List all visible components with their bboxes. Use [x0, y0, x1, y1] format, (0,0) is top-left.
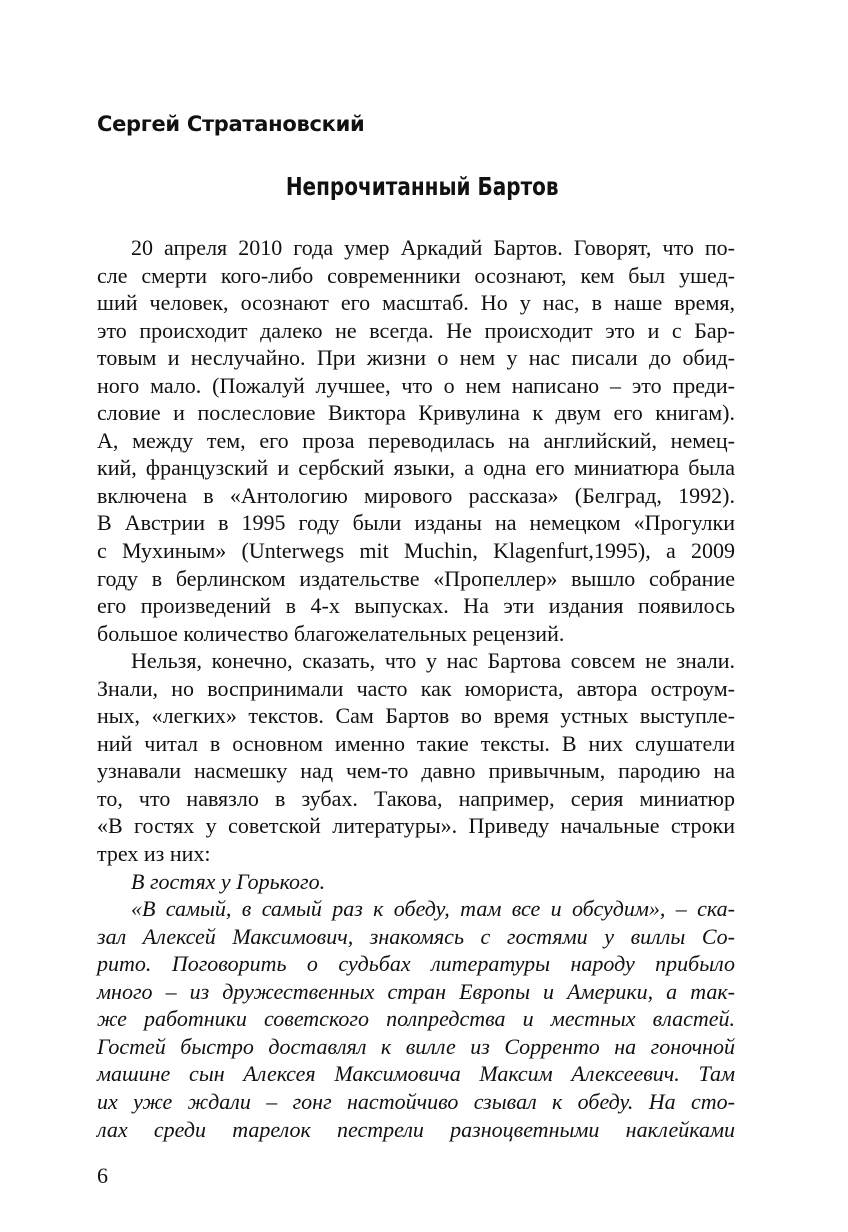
text-line: это происходит далеко не всегда. Не происходит это и с Бар-	[97, 317, 735, 343]
article-title: Непрочитанный Бартов	[285, 172, 559, 201]
quote-line: много – из дружественных стран Европы и Америки, а так-	[97, 978, 735, 1004]
text-line: с Мухиным» (Unterwegs mit Muchin, Klagenfurt,1995), а 2009	[97, 538, 735, 564]
text-line: году в берлинском издательстве «Пропеллер» вышло собрание	[97, 565, 735, 591]
text-line: узнавали насмешку над чем-то давно привычным, пародию на	[97, 758, 735, 784]
text-line: включена в «Антологию мирового рассказа» (Белград, 1992).	[97, 482, 735, 508]
text-line: 20 апреля 2010 года умер Аркадий Бартов. Говорят, что по-	[131, 235, 735, 260]
text-line: словие и послесловие Виктора Кривулина к двум его книгам).	[97, 400, 735, 426]
text-line: ний читал в основном именно такие тексты. В них слушатели	[97, 730, 735, 756]
text-line: Знали, но воспринимали часто как юмориста, автора остроум-	[97, 675, 735, 701]
quote-line: «В самый, в самый раз к обеду, там все и обсудим», – ска-	[131, 896, 735, 922]
text-line: его произведений в 4-х выпусках. На эти издания появилось	[97, 593, 735, 619]
text-line: кий, французский и сербский языки, а одна его миниатюра была	[97, 455, 735, 481]
text-line: «В гостях у советской литературы». Приведу начальные строки	[97, 813, 735, 839]
text-line: А, между тем, его проза переводилась на английский, немец-	[97, 427, 735, 453]
text-line: сле смерти кого-либо современники осознают, кем был ушед-	[97, 262, 735, 288]
text-line: ного мало. (Пожалуй лучшее, что о нем написано – это преди-	[97, 372, 735, 398]
text-line: то, что навязло в зубах. Такова, например, серия миниатюр	[97, 785, 735, 811]
text-line: Нельзя, конечно, сказать, что у нас Бартова совсем не знали.	[131, 648, 735, 674]
quote-line: их уже ждали – гонг настойчиво сзывал к обеду. На сто-	[97, 1088, 735, 1114]
text-line: ных, «легких» текстов. Сам Бартов во время устных выступле-	[97, 703, 735, 729]
text-line: ший человек, осознают его масштаб. Но у нас, в наше время,	[97, 290, 735, 316]
text-line: большое количество благожелательных рецензий.	[97, 620, 565, 646]
quote-line: Гостей быстро доставлял к вилле из Сорренто на гоночной	[97, 1033, 735, 1059]
quote-line: рито. Поговорить о судьбах литературы народу прибыло	[97, 951, 735, 977]
text-line: В Австрии в 1995 году были изданы на немецком «Прогулки	[97, 510, 735, 536]
article-body	[97, 234, 735, 1143]
quote-line: лах среди тарелок пестрели разноцветными наклейками	[97, 1116, 735, 1142]
text-line: товым и неслучайно. При жизни о нем у нас писали до обид-	[97, 345, 735, 371]
quote-heading: В гостях у Горького.	[131, 868, 326, 894]
quote-line: же работники советского полпредства и местных властей.	[97, 1006, 735, 1032]
text-line: трех из них:	[97, 841, 211, 867]
quote-line: машине сын Алексея Максимовича Максим Алексеевич. Там	[97, 1061, 735, 1087]
page-number: 6	[97, 1163, 108, 1188]
author-name: Сергей Стратановский	[97, 112, 365, 136]
quote-line: зал Алексей Максимович, знакомясь с гостями у виллы Со-	[97, 923, 735, 949]
